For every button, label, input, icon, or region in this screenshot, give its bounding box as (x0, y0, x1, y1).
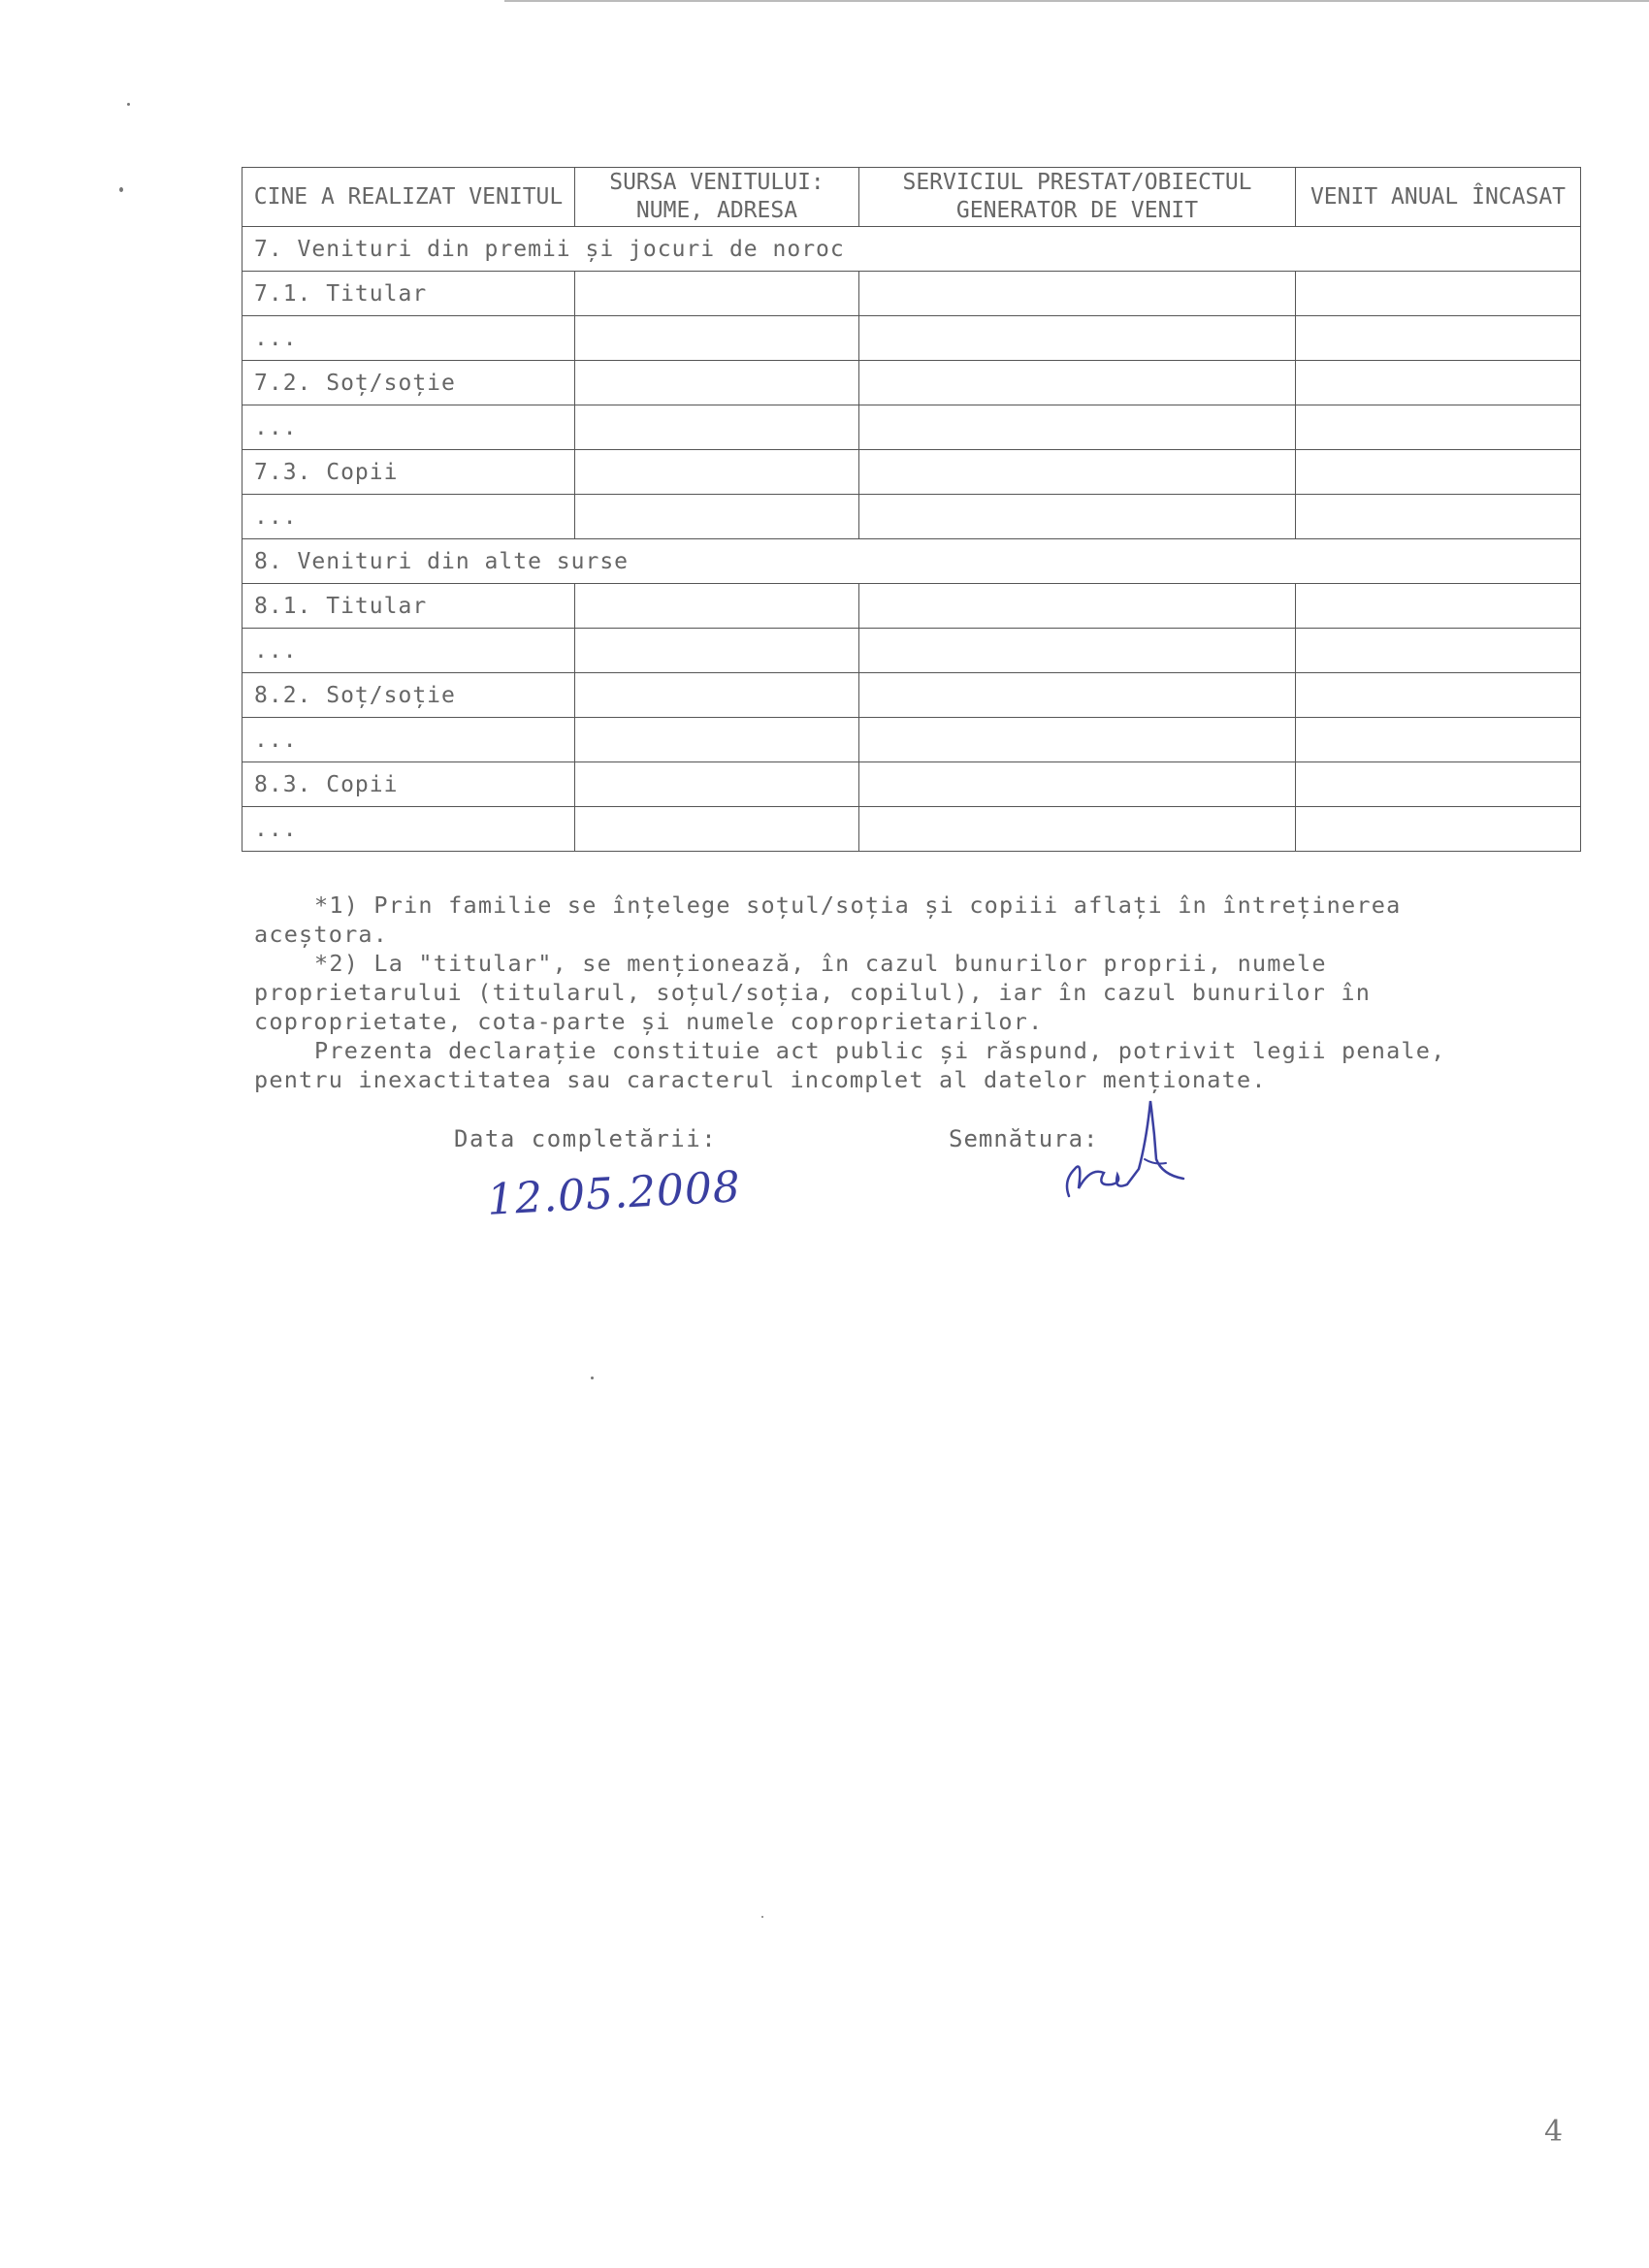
table-cell (575, 450, 859, 495)
row-label: ... (242, 629, 575, 673)
signature-label: Semnătura: (949, 1125, 1099, 1152)
table-cell (859, 584, 1296, 629)
date-label: Data completării: (454, 1125, 718, 1152)
table-cell (859, 629, 1296, 673)
table-cell (1296, 629, 1581, 673)
row-label: 7.2. Soț/soție (242, 361, 575, 405)
declaration-statement: Prezenta declarație constituie act public și răspund, potrivit legii penale, pentru inexactitatea sau caracterul incomplet al datelor menționate. (254, 1037, 1446, 1093)
table-cell (575, 718, 859, 762)
table-cell (859, 673, 1296, 718)
table-row (242, 405, 1581, 450)
footnotes (254, 891, 1515, 1094)
table-cell (859, 272, 1296, 316)
table-cell (859, 807, 1296, 852)
table-cell (575, 584, 859, 629)
table-cell (1296, 272, 1581, 316)
scan-top-edge (504, 0, 1649, 2)
table-cell (575, 316, 859, 361)
table-row (242, 673, 1581, 718)
row-label: 8.1. Titular (242, 584, 575, 629)
table-row (242, 762, 1581, 807)
table-cell (575, 762, 859, 807)
table-row (242, 272, 1581, 316)
table-cell (575, 272, 859, 316)
table-row (242, 450, 1581, 495)
table-cell (859, 316, 1296, 361)
footnote-1: *1) Prin familie se înțelege soțul/soția și copiii aflați în întreținerea aceștora. (254, 891, 1402, 948)
table-cell (575, 629, 859, 673)
section-row-8 (242, 539, 1581, 584)
page-number: 4 (1544, 2115, 1564, 2149)
header-sursa-venitului: SURSA VENITULUI: NUME, ADRESA (575, 168, 859, 227)
table-header-row (242, 168, 1581, 227)
table-cell (859, 718, 1296, 762)
section-row-7 (242, 227, 1581, 272)
table-cell (575, 673, 859, 718)
table-cell (859, 762, 1296, 807)
row-label: ... (242, 495, 575, 539)
table-row (242, 718, 1581, 762)
table-cell (1296, 673, 1581, 718)
header-cine-a-realizat: CINE A REALIZAT VENITUL (242, 168, 575, 227)
table-cell (1296, 450, 1581, 495)
row-label: 8.2. Soț/soție (242, 673, 575, 718)
section-7-title: 7. Venituri din premii și jocuri de noroc (242, 227, 1581, 272)
table-row (242, 316, 1581, 361)
table-cell (1296, 405, 1581, 450)
row-label: ... (242, 405, 575, 450)
table-cell (859, 361, 1296, 405)
row-label: 8.3. Copii (242, 762, 575, 807)
table-cell (1296, 807, 1581, 852)
table-cell (1296, 316, 1581, 361)
header-venit-anual: VENIT ANUAL ÎNCASAT (1296, 168, 1581, 227)
table-cell (1296, 361, 1581, 405)
table-cell (575, 361, 859, 405)
income-table (242, 167, 1581, 852)
scan-speck (591, 1377, 594, 1379)
table-cell (859, 450, 1296, 495)
table-cell (1296, 584, 1581, 629)
section-8-title: 8. Venituri din alte surse (242, 539, 1581, 584)
table-row (242, 584, 1581, 629)
header-serviciul-prestat: SERVICIUL PRESTAT/OBIECTUL GENERATOR DE VENIT (859, 168, 1296, 227)
handwritten-date: 12.05.2008 (485, 1162, 743, 1225)
row-label: 7.1. Titular (242, 272, 575, 316)
row-label: ... (242, 718, 575, 762)
table-cell (1296, 495, 1581, 539)
table-cell (859, 405, 1296, 450)
row-label: 7.3. Copii (242, 450, 575, 495)
row-label: ... (242, 316, 575, 361)
scan-speck (127, 103, 130, 106)
table-cell (859, 495, 1296, 539)
table-cell (575, 405, 859, 450)
table-cell (575, 495, 859, 539)
table-row (242, 807, 1581, 852)
table-row (242, 495, 1581, 539)
scan-speck (119, 187, 123, 192)
table-row (242, 629, 1581, 673)
table-cell (575, 807, 859, 852)
table-cell (1296, 718, 1581, 762)
scan-speck (761, 1916, 763, 1918)
table-cell (1296, 762, 1581, 807)
footnote-2: *2) La "titular", se menționează, în cazul bunurilor proprii, numele proprietarului (titularul, soțul/soția, copilul), iar în cazul bunurilor în coproprietate, cota-parte și numele coproprietarilor. (254, 950, 1372, 1035)
table-row (242, 361, 1581, 405)
handwritten-signature (1057, 1091, 1212, 1208)
row-label: ... (242, 807, 575, 852)
